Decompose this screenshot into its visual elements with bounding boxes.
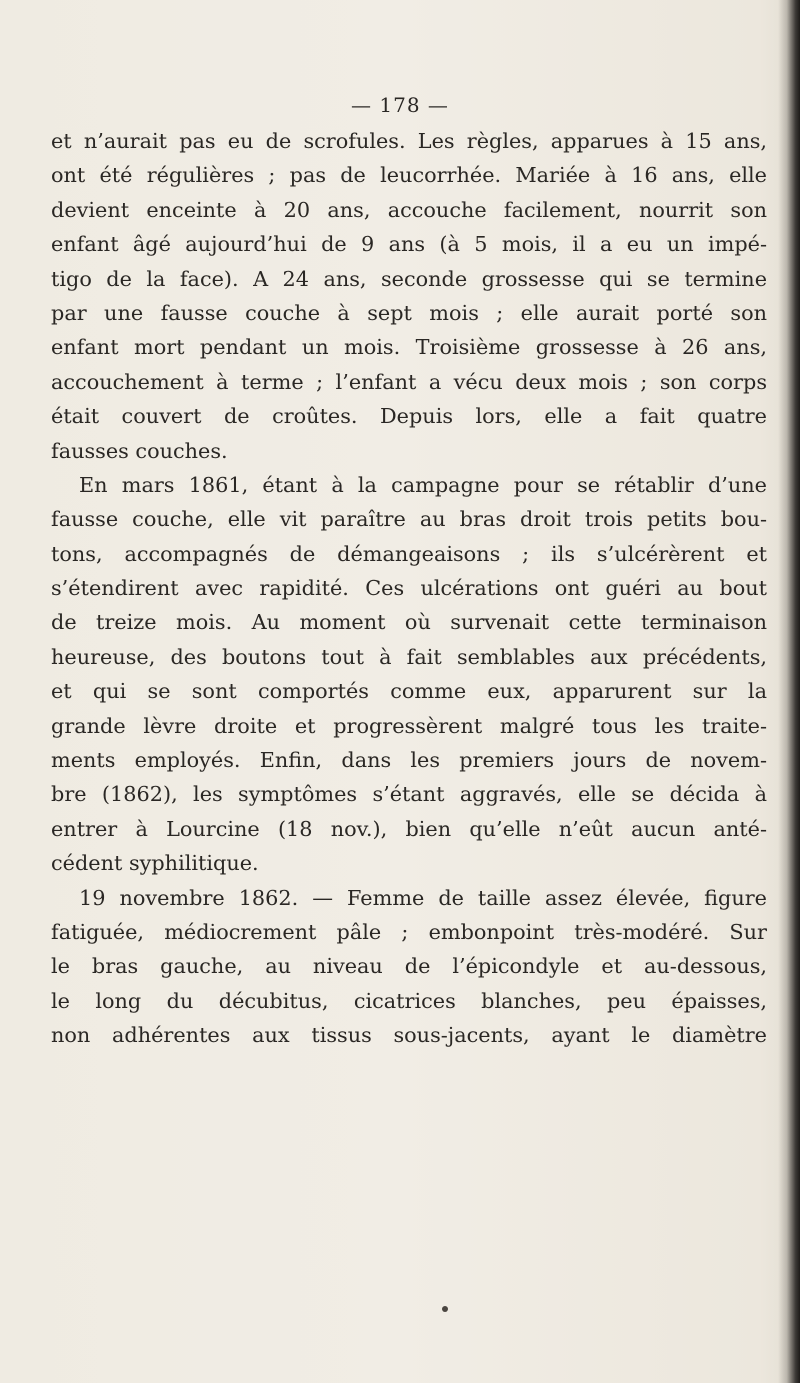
- text-line: grande lèvre droite et progressèrent malgré tous les traite-: [51, 713, 767, 738]
- text-line: de treize mois. Au moment où survenait cette terminaison: [51, 610, 767, 635]
- text-line: bre (1862), les symptômes s’étant aggravés, elle se décida à: [51, 782, 767, 807]
- text-line: devient enceinte à 20 ans, accouche facilement, nourrit son: [51, 197, 767, 222]
- text-line: par une fausse couche à sept mois ; elle aurait porté son: [51, 300, 767, 325]
- text-line: tons, accompagnés de démangeaisons ; ils s’ulcérèrent et: [51, 541, 767, 566]
- text-line: En mars 1861, étant à la campagne pour se rétablir d’une: [79, 472, 767, 497]
- text-line: enfant âgé aujourd’hui de 9 ans (à 5 mois, il a eu un impé-: [51, 232, 767, 257]
- body-text: [51, 124, 767, 1053]
- page-edge-shadow: [778, 0, 800, 1383]
- text-line: le long du décubitus, cicatrices blanches, peu épaisses,: [51, 988, 767, 1013]
- text-line: s’étendirent avec rapidité. Ces ulcérations ont guéri au bout: [51, 576, 767, 601]
- text-line: cédent syphilitique.: [51, 851, 259, 876]
- text-line: heureuse, des boutons tout à fait semblables aux précédents,: [51, 644, 767, 669]
- text-line: 19 novembre 1862. — Femme de taille assez élevée, figure: [79, 885, 767, 910]
- text-line: et qui se sont comportés comme eux, apparurent sur la: [51, 679, 767, 704]
- text-line: fatiguée, médiocrement pâle ; embonpoint très-modéré. Sur: [51, 919, 767, 944]
- text-line: fausse couche, elle vit paraître au bras droit trois petits bou-: [51, 507, 767, 532]
- ink-spot: [442, 1306, 448, 1312]
- text-line: le bras gauche, au niveau de l’épicondyle et au-dessous,: [51, 954, 767, 979]
- text-line: entrer à Lourcine (18 nov.), bien qu’elle n’eût aucun anté-: [51, 816, 767, 841]
- text-line: non adhérentes aux tissus sous-jacents, ayant le diamètre: [51, 1023, 767, 1048]
- text-line: et n’aurait pas eu de scrofules. Les règles, apparues à 15 ans,: [51, 129, 767, 153]
- text-line: était couvert de croûtes. Depuis lors, elle a fait quatre: [51, 404, 767, 429]
- text-line: ments employés. Enfin, dans les premiers jours de novem-: [51, 748, 767, 773]
- text-line: tigo de la face). A 24 ans, seconde grossesse qui se termine: [51, 266, 767, 291]
- text-line: accouchement à terme ; l’enfant a vécu deux mois ; son corps: [51, 369, 767, 394]
- text-line: fausses couches.: [51, 438, 228, 463]
- text-line: ont été régulières ; pas de leucorrhée. Mariée à 16 ans, elle: [51, 163, 767, 188]
- page-number-header: — 178 —: [351, 93, 449, 117]
- text-line: enfant mort pendant un mois. Troisième grossesse à 26 ans,: [51, 335, 767, 360]
